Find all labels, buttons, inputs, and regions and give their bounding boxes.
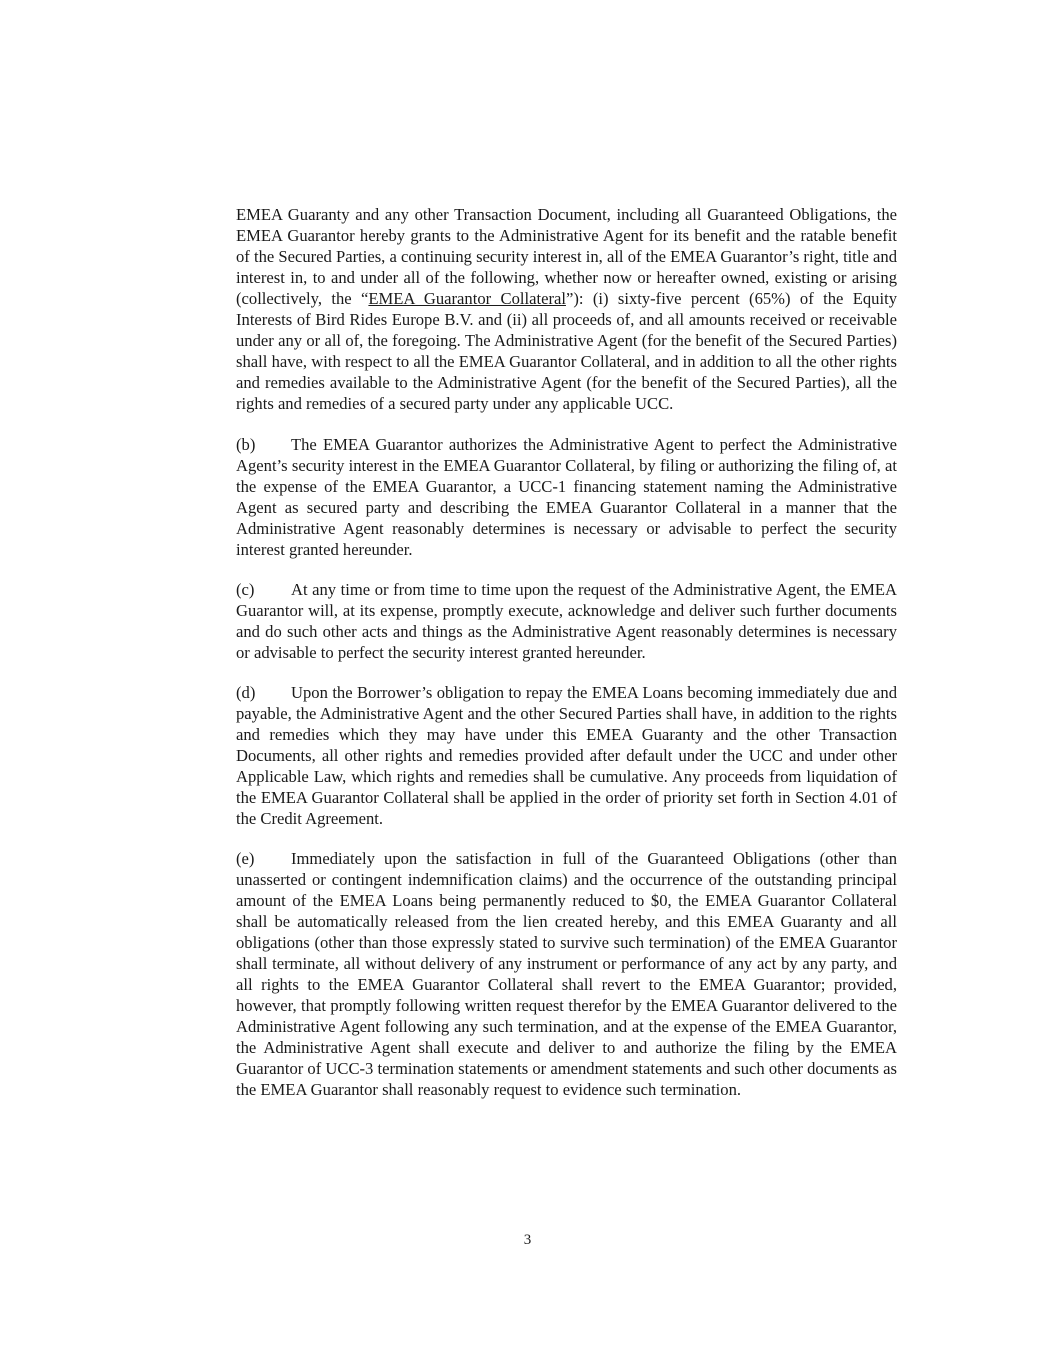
paragraph-intro xyxy=(236,204,897,414)
paragraph-b xyxy=(236,434,897,560)
paragraph-d-text: Upon the Borrower’s obligation to repay the EMEA Loans becoming immediately due and payable, the Administrative Agent and the other Secured Parties shall have, in addition to the rights and remedies which they may have under this EMEA Guaranty and the other Transaction Documents, all other rights and remedies provided after default under the UCC and under other Applicable Law, which rights and remedies shall be cumulative. Any proceeds from liquidation of the EMEA Guarantor Collateral shall be applied in the order of priority set forth in Section 4.01 of the Credit Agreement. xyxy=(236,683,897,828)
defined-term-emea-guarantor-collateral: EMEA Guarantor Collateral xyxy=(368,289,566,308)
paragraph-c-text: At any time or from time to time upon the request of the Administrative Agent, the EMEA Guarantor will, at its expense, promptly execute, acknowledge and deliver such further documents and do such other acts and things as the Administrative Agent reasonably determines is necessary or advisable to perfect the security interest granted hereunder. xyxy=(236,580,897,662)
paragraph-c xyxy=(236,579,897,663)
paragraph-b-label: (b) xyxy=(236,435,256,454)
paragraph-d xyxy=(236,682,897,829)
page-number: 3 xyxy=(523,1232,532,1248)
paragraph-e xyxy=(236,848,897,1100)
paragraph-e-label: (e) xyxy=(236,849,255,868)
paragraph-b-text: The EMEA Guarantor authorizes the Administrative Agent to perfect the Administrative Agent’s security interest in the EMEA Guarantor Collateral, by filing or authorizing the filing of, at the expense of the EMEA Guarantor, a UCC-1 financing statement naming the Administrative Agent as secured party and describing the EMEA Guarantor Collateral in a manner that the Administrative Agent reasonably determines is necessary or advisable to perfect the security interest granted hereunder. xyxy=(236,435,897,559)
paragraph-intro-text-after: ”): (i) sixty-five percent (65%) of the Equity Interests of Bird Rides Europe B.V. and (ii) all proceeds of, and all amounts received or receivable under any or all of, the foregoing. The Administrative Agent (for the benefit of the Secured Parties) shall have, with respect to all the EMEA Guarantor Collateral, and in addition to all the other rights and remedies available to the Administrative Agent (for the benefit of the Secured Parties), all the rights and remedies of a secured party under any applicable UCC. xyxy=(236,289,897,413)
paragraph-c-label: (c) xyxy=(236,580,255,599)
document-body xyxy=(236,204,897,1119)
paragraph-intro-text-before: EMEA Guaranty and any other Transaction Document, including all Guaranteed Obligations, the EMEA Guarantor hereby grants to the Administrative Agent for its benefit and the ratable benefit of the Secured Parties, a continuing security interest in, all of the EMEA Guarantor’s right, title and interest in, to and under all of the following, whether now or hereafter owned, existing or arising (collectively, the “ xyxy=(236,205,897,308)
paragraph-e-text: Immediately upon the satisfaction in full of the Guaranteed Obligations (other than unasserted or contingent indemnification claims) and the occurrence of the outstanding principal amount of the EMEA Loans being permanently reduced to $0, the EMEA Guarantor Collateral shall be automatically released from the lien created hereby, and this EMEA Guaranty and all obligations (other than those expressly stated to survive such termination) of the EMEA Guarantor shall terminate, all without delivery of any instrument or performance of any act by any party, and all rights to the EMEA Guarantor Collateral shall revert to the EMEA Guarantor; provided, however, that promptly following written request therefor by the EMEA Guarantor delivered to the Administrative Agent following any such termination, and at the expense of the EMEA Guarantor, the Administrative Agent shall execute and deliver to and authorize the filing by the EMEA Guarantor of UCC-3 termination statements or amendment statements and such other documents as the EMEA Guarantor shall reasonably request to evidence such termination. xyxy=(236,849,897,1099)
paragraph-d-label: (d) xyxy=(236,683,256,702)
